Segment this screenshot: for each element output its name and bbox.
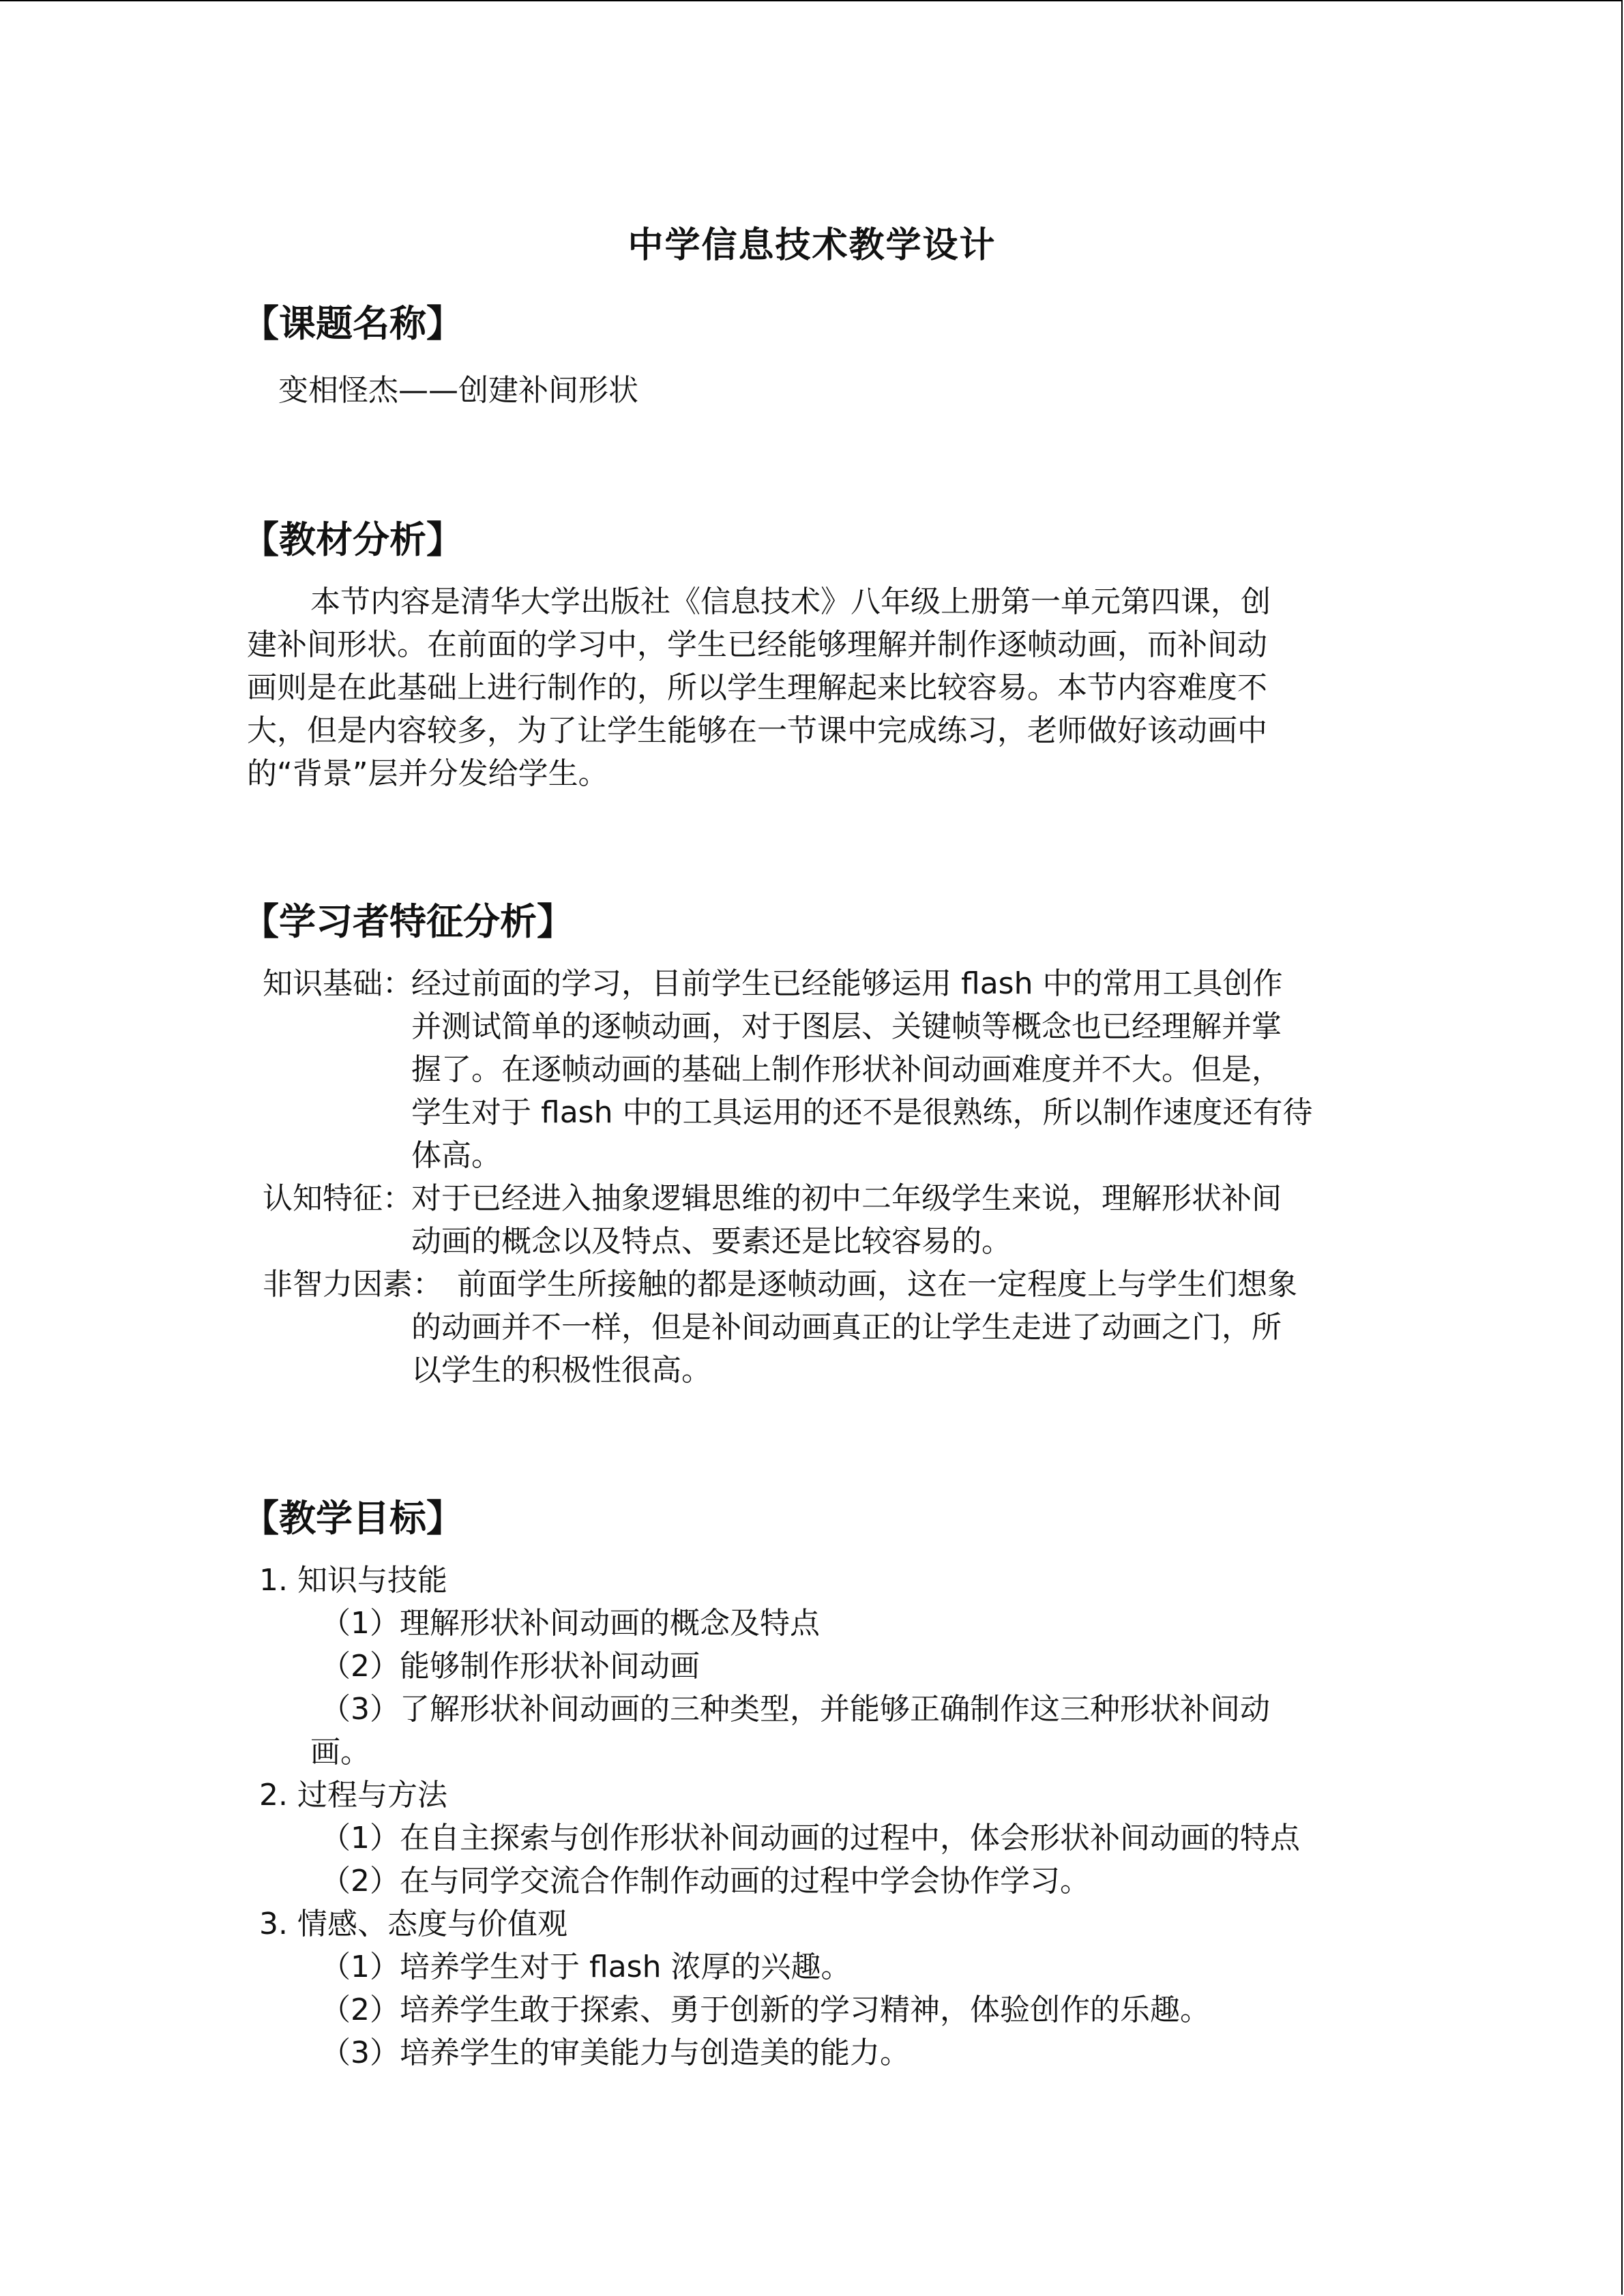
goal-item: （2）在与同学交流合作制作动画的过程中学会协作学习。 [321,1864,1090,1898]
cognitive-label: 认知特征： [263,1181,413,1216]
knowledge-line: 经过前面的学习，目前学生已经能够运用 flash 中的常用工具创作 [411,966,1283,1001]
goal-title: 3. 情感、态度与价值观 [259,1907,567,1941]
knowledge-line: 握了。在逐帧动画的基础上制作形状补间动画难度并不大。但是， [411,1052,1282,1087]
knowledge-line: 并测试简单的逐帧动画，对于图层、关键帧等概念也已经理解并掌 [411,1009,1282,1044]
nonintellectual-line: 前面学生所接触的都是逐帧动画，这在一定程度上与学生们想象 [457,1267,1297,1302]
nonintellectual-line: 以学生的积极性很高。 [411,1353,711,1388]
goal-item: （3）培养学生的审美能力与创造美的能力。 [321,2036,910,2070]
section-heading-goals: 【教学目标】 [242,1497,463,1540]
goal-item-continuation: 画。 [310,1735,370,1770]
material-line: 建补间形状。在前面的学习中，学生已经能够理解并制作逐帧动画，而补间动 [247,627,1267,662]
section-heading-material: 【教材分析】 [242,518,463,561]
goal-item: （1）在自主探索与创作形状补间动画的过程中，体会形状补间动画的特点 [321,1821,1300,1855]
material-line: 的“背景”层并分发给学生。 [247,756,608,791]
knowledge-line: 学生对于 flash 中的工具运用的还不是很熟练，所以制作速度还有待 [411,1095,1313,1130]
goal-title: 1. 知识与技能 [259,1563,447,1598]
material-line: 大，但是内容较多，为了让学生能够在一节课中完成练习，老师做好该动画中 [247,713,1267,748]
document-title: 中学信息技术教学设计 [628,225,996,266]
goal-item: （2）能够制作形状补间动画 [321,1649,700,1684]
material-line: 本节内容是清华大学出版社《信息技术》八年级上册第一单元第四课，创 [310,584,1271,619]
topic-text: 变相怪杰——创建补间形状 [278,373,638,408]
section-heading-topic: 【课题名称】 [242,302,463,345]
section-heading-learner: 【学习者特征分析】 [242,900,574,943]
knowledge-line: 体高。 [411,1138,501,1173]
goal-item: （1）培养学生对于 flash 浓厚的兴趣。 [321,1950,851,1984]
nonintellectual-line: 的动画并不一样，但是补间动画真正的让学生走进了动画之门，所 [411,1310,1282,1345]
cognitive-line: 对于已经进入抽象逻辑思维的初中二年级学生来说，理解形状补间 [411,1181,1282,1216]
goal-item: （3）了解形状补间动画的三种类型，并能够正确制作这三种形状补间动 [321,1692,1270,1727]
goal-item: （2）培养学生敢于探索、勇于创新的学习精神，体验创作的乐趣。 [321,1993,1210,2027]
cognitive-line: 动画的概念以及特点、要素还是比较容易的。 [411,1224,1012,1259]
knowledge-label: 知识基础： [263,966,413,1001]
goal-item: （1）理解形状补间动画的概念及特点 [321,1606,820,1641]
material-line: 画则是在此基础上进行制作的，所以学生理解起来比较容易。本节内容难度不 [247,670,1267,705]
goal-title: 2. 过程与方法 [259,1778,447,1813]
nonintellectual-label: 非智力因素： [263,1267,443,1302]
